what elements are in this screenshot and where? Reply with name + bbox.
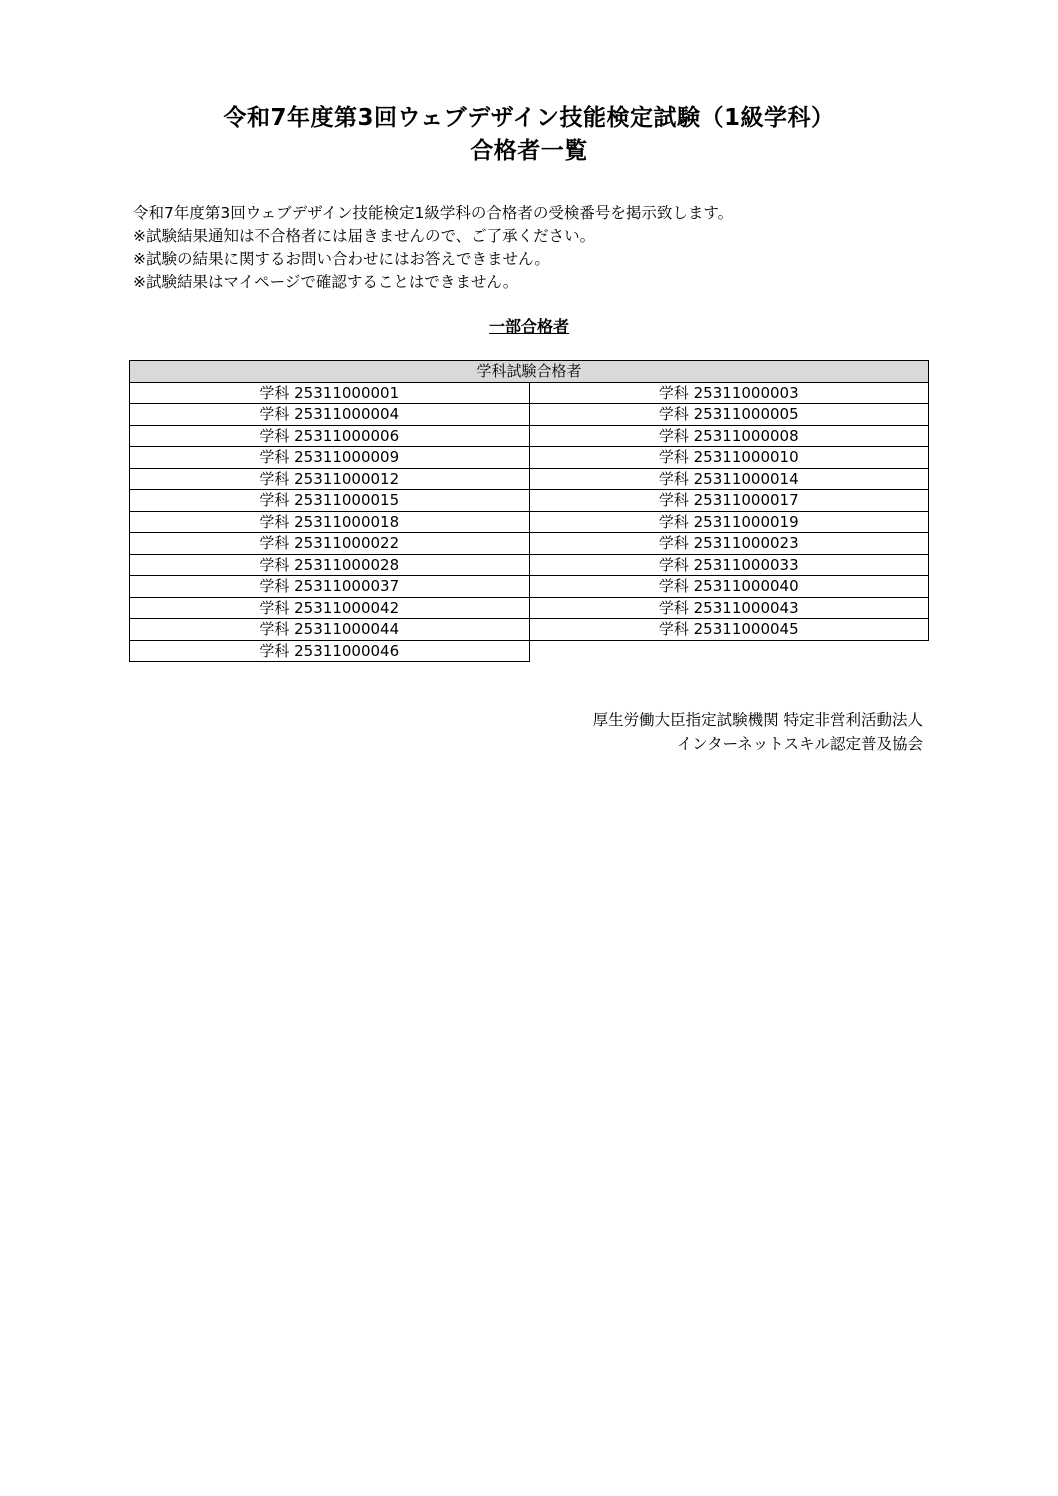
table-cell: 学科 25311000045 [529, 619, 929, 641]
table-cell: 学科 25311000014 [529, 468, 929, 490]
table-row [130, 425, 929, 447]
table-row [130, 468, 929, 490]
table-row [130, 404, 929, 426]
table-cell: 学科 25311000005 [529, 404, 929, 426]
notice-line: ※試験結果はマイページで確認することはできません。 [133, 273, 519, 291]
table-row [130, 533, 929, 555]
table-header-row [130, 361, 929, 383]
table-cell: 学科 25311000012 [130, 468, 530, 490]
table-cell: 学科 25311000028 [130, 554, 530, 576]
table-cell: 学科 25311000008 [529, 425, 929, 447]
table-cell: 学科 25311000010 [529, 447, 929, 469]
table-row [130, 382, 929, 404]
table-row [130, 447, 929, 469]
table-header: 学科試験合格者 [130, 361, 929, 383]
issuing-organization [593, 708, 923, 756]
table-cell: 学科 25311000040 [529, 576, 929, 598]
table-cell: 学科 25311000046 [130, 640, 530, 662]
table-cell: 学科 25311000017 [529, 490, 929, 512]
table-row [130, 597, 929, 619]
table-row [130, 640, 929, 662]
table-cell: 学科 25311000033 [529, 554, 929, 576]
table-row [130, 619, 929, 641]
table-cell: 学科 25311000004 [130, 404, 530, 426]
table-cell: 学科 25311000001 [130, 382, 530, 404]
table-cell: 学科 25311000015 [130, 490, 530, 512]
table-row [130, 554, 929, 576]
page-title-line-2: 合格者一覧 [470, 138, 588, 164]
notice-text [133, 202, 933, 294]
table-cell: 学科 25311000009 [130, 447, 530, 469]
table-cell: 学科 25311000044 [130, 619, 530, 641]
table-row [130, 511, 929, 533]
table-cell: 学科 25311000003 [529, 382, 929, 404]
page-title [0, 102, 1058, 168]
table-cell: 学科 25311000018 [130, 511, 530, 533]
passer-table [129, 360, 929, 662]
table-cell: 学科 25311000023 [529, 533, 929, 555]
table-cell: 学科 25311000006 [130, 425, 530, 447]
page-title-line-1: 令和7年度第3回ウェブデザイン技能検定試験（1級学科） [223, 105, 835, 131]
table-cell-empty [529, 640, 929, 662]
notice-line: ※試験結果通知は不合格者には届きませんので、ご了承ください。 [133, 227, 596, 245]
table-cell: 学科 25311000019 [529, 511, 929, 533]
organization-line-1: 厚生労働大臣指定試験機関 特定非営利活動法人 [592, 711, 923, 729]
section-heading: 一部合格者 [488, 317, 569, 336]
notice-line: ※試験の結果に関するお問い合わせにはお答えできません。 [133, 250, 550, 268]
table-row [130, 490, 929, 512]
table-cell: 学科 25311000022 [130, 533, 530, 555]
table-row [130, 576, 929, 598]
notice-line: 令和7年度第3回ウェブデザイン技能検定1級学科の合格者の受検番号を掲示致します。 [133, 204, 734, 222]
table-cell: 学科 25311000043 [529, 597, 929, 619]
table-cell: 学科 25311000042 [130, 597, 530, 619]
organization-line-2: インターネットスキル認定普及協会 [676, 735, 923, 753]
table-cell: 学科 25311000037 [130, 576, 530, 598]
